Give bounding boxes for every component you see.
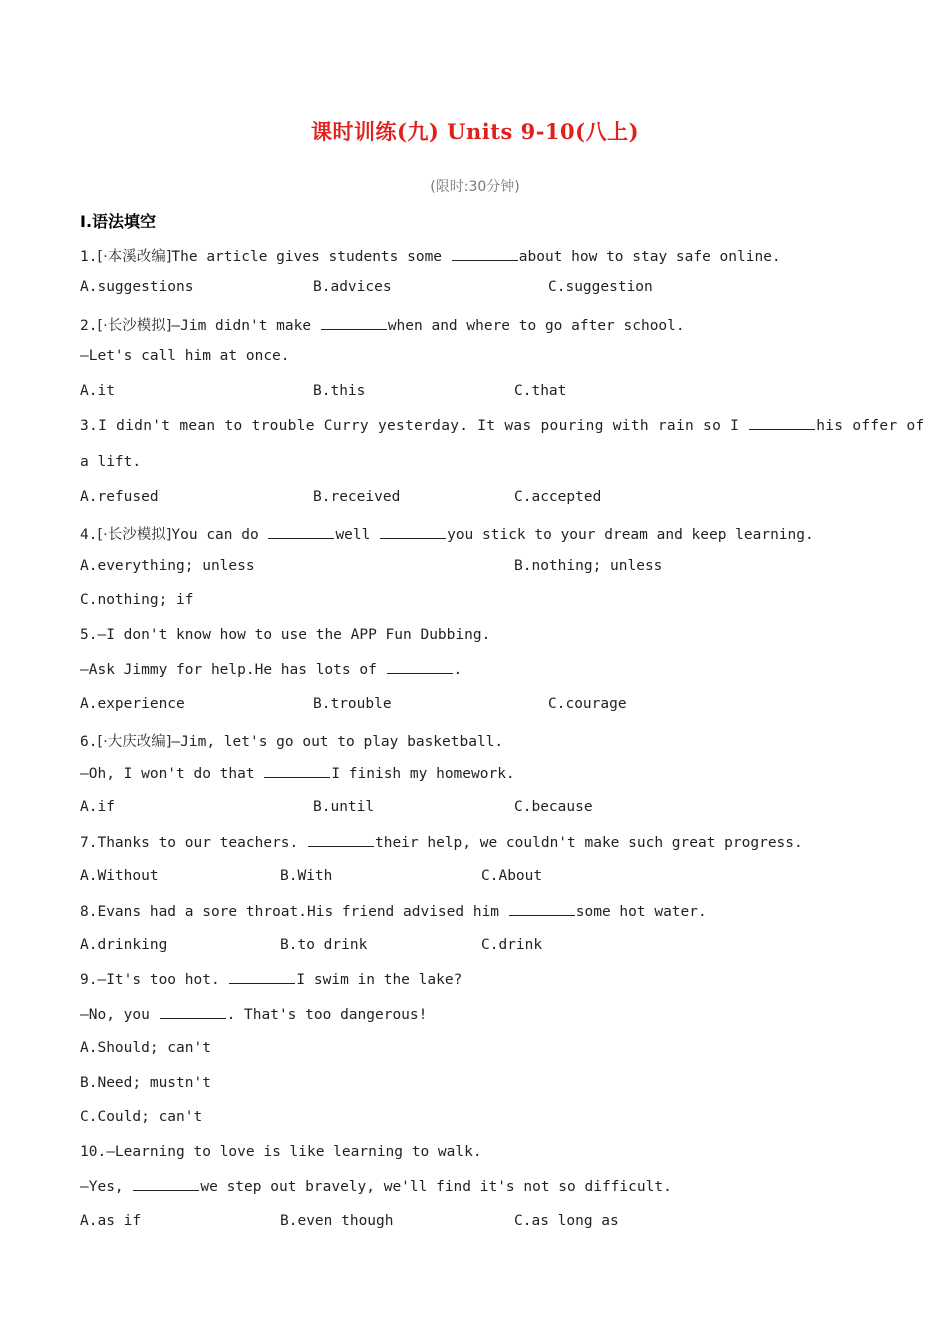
- option-a: A.everything; unless: [80, 558, 255, 574]
- option-b: B.received: [313, 489, 401, 505]
- question-text: their help, we couldn't make such great progress.: [374, 835, 803, 851]
- answer-blank: [387, 661, 453, 674]
- answer-blank: [264, 765, 330, 778]
- option-c: C.courage: [548, 696, 627, 712]
- option-b: B.With: [280, 868, 333, 884]
- question-number: 9.: [80, 972, 98, 988]
- option-b: B.trouble: [313, 696, 392, 712]
- answer-blank: [380, 526, 446, 539]
- option-b: B.until: [313, 799, 375, 815]
- option-a: A.experience: [80, 696, 185, 712]
- option-c: C.accepted: [514, 489, 602, 505]
- question-6: [80, 730, 503, 751]
- question-text: Evans had a sore throat.His friend advised him: [97, 904, 508, 920]
- option-c: C.that: [514, 383, 567, 399]
- question-number: 4.: [80, 527, 98, 543]
- question-number: 6.: [80, 734, 98, 750]
- question-text: about how to stay safe online.: [518, 249, 781, 265]
- question-text: his offer of: [816, 418, 925, 434]
- option-b: B.Need; mustn't: [80, 1075, 211, 1091]
- question-text: The article gives students some: [171, 249, 451, 265]
- option-a: A.Without: [80, 868, 159, 884]
- answer-blank: [308, 834, 374, 847]
- question-source: [·大庆改编]: [97, 734, 172, 750]
- option-a: A.suggestions: [80, 279, 194, 295]
- answer-blank: [749, 417, 815, 430]
- question-text: —Ask Jimmy for help.He has lots of: [80, 662, 386, 678]
- question-text: —Yes,: [80, 1179, 133, 1195]
- question-text: I didn't mean to trouble Curry yesterday. It was pouring with rain so I: [98, 418, 749, 434]
- answer-blank: [509, 903, 575, 916]
- question-text: —Learning to love is like learning to walk.: [106, 1144, 482, 1160]
- question-number: 5.: [80, 627, 98, 643]
- question-number: 8.: [80, 904, 98, 920]
- option-a: A.refused: [80, 489, 159, 505]
- option-b: B.to drink: [280, 937, 368, 953]
- question-5: [80, 627, 490, 643]
- question-text: —I don't know how to use the APP Fun Dubbing.: [97, 627, 491, 643]
- answer-blank: [229, 971, 295, 984]
- question-10: [80, 1144, 482, 1160]
- option-b: B.this: [313, 383, 366, 399]
- option-b: B.nothing; unless: [514, 558, 663, 574]
- question-text: . That's too dangerous!: [226, 1007, 428, 1023]
- question-9: [80, 971, 462, 988]
- option-c: C.drink: [481, 937, 543, 953]
- question-text: .: [453, 662, 463, 678]
- answer-blank: [452, 248, 518, 261]
- answer-blank: [133, 1178, 199, 1191]
- answer-blank: [160, 1006, 226, 1019]
- question-text: when and where to go after school.: [387, 318, 685, 334]
- dialogue-reply: [80, 1006, 427, 1023]
- option-a: A.drinking: [80, 937, 168, 953]
- option-b: B.even though: [280, 1213, 394, 1229]
- dialogue-reply: —Let's call him at once.: [80, 348, 290, 364]
- section-heading: Ⅰ.语法填空: [80, 212, 157, 231]
- option-c: C.as long as: [514, 1213, 619, 1229]
- option-c: C.Could; can't: [80, 1109, 203, 1125]
- option-c: C.About: [481, 868, 543, 884]
- question-source: [·长沙模拟]: [97, 527, 172, 543]
- question-8: [80, 903, 707, 920]
- question-text: You can do: [171, 527, 268, 543]
- option-a: A.as if: [80, 1213, 142, 1229]
- question-4: [80, 523, 814, 544]
- option-a: A.it: [80, 383, 115, 399]
- option-b: B.advices: [313, 279, 392, 295]
- dialogue-reply: [80, 1178, 672, 1195]
- question-text: —No, you: [80, 1007, 159, 1023]
- answer-blank: [321, 317, 387, 330]
- question-text: I swim in the lake?: [296, 972, 463, 988]
- option-a: A.Should; can't: [80, 1040, 211, 1056]
- question-text: —It's too hot.: [97, 972, 229, 988]
- question-3: [80, 417, 925, 434]
- question-number: 10.: [80, 1144, 107, 1160]
- question-text: you stick to your dream and keep learning.: [447, 527, 814, 543]
- option-c: C.suggestion: [548, 279, 653, 295]
- option-c: C.because: [514, 799, 593, 815]
- question-text: —Oh, I won't do that: [80, 766, 264, 782]
- question-text: we step out bravely, we'll find it's not so difficult.: [200, 1179, 672, 1195]
- page-title: 课时训练(九) Units 9-10(八上): [311, 119, 639, 144]
- option-a: A.if: [80, 799, 115, 815]
- question-continuation: a lift.: [80, 454, 142, 470]
- question-number: 1.: [80, 249, 98, 265]
- question-source: [·长沙模拟]: [97, 318, 172, 334]
- dialogue-reply: [80, 661, 462, 678]
- question-source: [·本溪改编]: [97, 249, 172, 265]
- question-text: well: [335, 527, 380, 543]
- option-c: C.nothing; if: [80, 592, 194, 608]
- question-text: Thanks to our teachers.: [97, 835, 307, 851]
- question-number: 3.: [80, 418, 99, 434]
- question-text: some hot water.: [575, 904, 707, 920]
- question-number: 7.: [80, 835, 98, 851]
- question-7: [80, 834, 803, 851]
- question-1: [80, 245, 781, 266]
- question-text: —Jim didn't make: [171, 318, 320, 334]
- question-number: 2.: [80, 318, 98, 334]
- answer-blank: [268, 526, 334, 539]
- question-text: —Jim, let's go out to play basketball.: [171, 734, 504, 750]
- time-limit: (限时:30分钟): [430, 179, 520, 195]
- question-2: [80, 314, 685, 335]
- dialogue-reply: [80, 765, 515, 782]
- question-text: I finish my homework.: [331, 766, 515, 782]
